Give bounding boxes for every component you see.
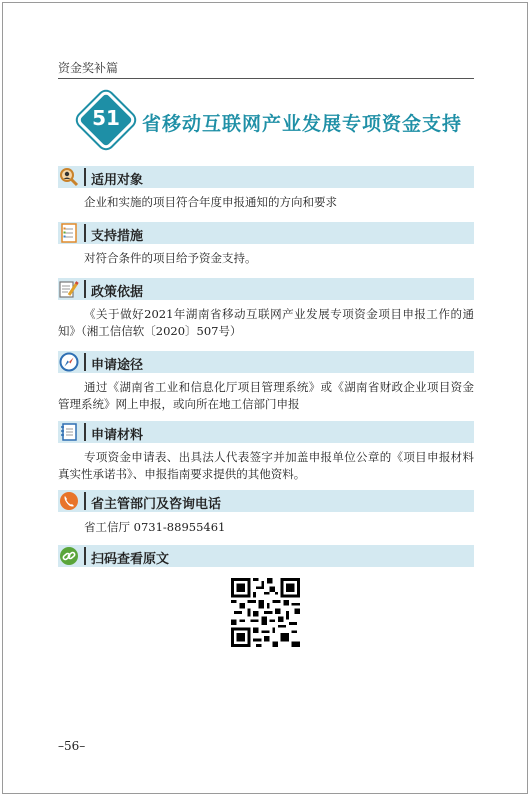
section-divider xyxy=(84,280,86,298)
page-title: 省移动互联网产业发展专项资金支持 xyxy=(142,113,463,135)
section-body: 省工信厅 0731-88955461 xyxy=(84,520,226,534)
section-header-channel xyxy=(58,351,474,373)
title-number: 51 xyxy=(92,106,120,130)
section-header-contact xyxy=(58,490,474,512)
magnifier-person-icon xyxy=(58,166,80,188)
title-banner xyxy=(80,96,480,150)
phone-icon xyxy=(58,490,80,512)
section-label: 扫码查看原文 xyxy=(91,552,170,567)
section-divider xyxy=(84,224,86,242)
section-header-policy xyxy=(58,278,474,300)
section-body: 对符合条件的项目给予资金支持。 xyxy=(84,251,257,265)
page-number: –56– xyxy=(58,739,86,753)
section-header-measures xyxy=(58,222,474,244)
section-body: 通过《湖南省工业和信息化厅项目管理系统》或《湖南省财政企业项目资金管理系统》网上申报，或向所在地工信部门申报 xyxy=(58,380,474,411)
running-header: 资金奖补篇 xyxy=(58,61,119,75)
section-body: 专项资金申请表、出具法人代表签字并加盖申报单位公章的《项目申报材料真实性承诺书》、申报指南要求提供的其他资料。 xyxy=(58,450,474,481)
checklist-icon xyxy=(58,222,80,244)
section-label: 支持措施 xyxy=(91,229,144,244)
section-header-scan xyxy=(58,545,474,567)
section-divider xyxy=(84,547,86,565)
section-label: 适用对象 xyxy=(91,173,144,188)
section-header-target xyxy=(58,166,474,188)
section-label: 申请途径 xyxy=(91,358,144,373)
section-divider xyxy=(84,423,86,441)
section-body: 《关于做好2021年湖南省移动互联网产业发展专项资金项目申报工作的通知》（湘工信信软〔2020〕507号） xyxy=(58,307,474,338)
section-divider xyxy=(84,353,86,371)
document-pen-icon xyxy=(58,278,80,300)
compass-icon xyxy=(58,351,80,373)
section-body: 企业和实施的项目符合年度申报通知的方向和要求 xyxy=(84,195,337,209)
link-icon xyxy=(58,545,80,567)
section-label: 政策依据 xyxy=(91,285,144,300)
section-label: 申请材料 xyxy=(91,428,144,443)
notebook-icon xyxy=(58,421,80,443)
section-divider xyxy=(84,168,86,186)
qr-code-image xyxy=(231,578,300,647)
section-divider xyxy=(84,492,86,510)
section-header-materials xyxy=(58,421,474,443)
header-rule xyxy=(58,78,474,79)
section-label: 省主管部门及咨询电话 xyxy=(91,497,222,512)
